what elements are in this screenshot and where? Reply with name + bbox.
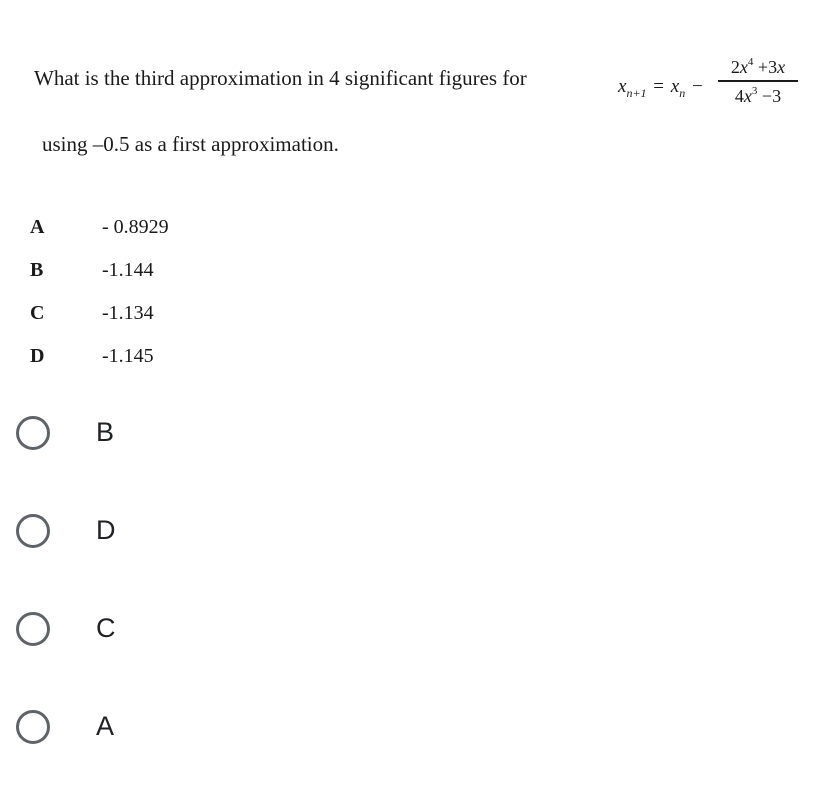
newton-raphson-formula bbox=[618, 56, 813, 126]
option-letter: B bbox=[30, 259, 44, 281]
option-value: - 0.8929 bbox=[102, 216, 169, 238]
radio-button[interactable] bbox=[16, 416, 50, 450]
den-coef: 4 bbox=[734, 85, 744, 106]
option-value: -1.145 bbox=[102, 345, 154, 367]
formula-fraction bbox=[718, 56, 798, 107]
fraction-bar bbox=[718, 80, 798, 82]
num-plus-term: +3 bbox=[757, 57, 778, 77]
radio-button[interactable] bbox=[16, 612, 50, 646]
num-var2: x bbox=[777, 57, 786, 77]
answer-choices bbox=[16, 416, 316, 808]
formula-minus: − bbox=[691, 76, 703, 97]
option-value: -1.144 bbox=[102, 259, 154, 281]
choice-a[interactable] bbox=[16, 710, 316, 808]
option-letter: C bbox=[30, 302, 45, 324]
option-value: -1.134 bbox=[102, 302, 154, 324]
formula-equals: = bbox=[653, 76, 665, 97]
num-var: x bbox=[739, 57, 748, 77]
den-minus-term: −3 bbox=[761, 85, 782, 106]
radio-button[interactable] bbox=[16, 710, 50, 744]
formula-lhs-sub: n+1 bbox=[626, 86, 647, 100]
choice-b[interactable] bbox=[16, 416, 316, 514]
option-letter: D bbox=[30, 345, 45, 367]
formula-rhs-sub: n bbox=[679, 86, 686, 100]
den-var: x bbox=[743, 85, 752, 106]
question-text: What is the third approximation in 4 significant figures for bbox=[34, 66, 527, 90]
question-line-2: using –0.5 as a first approximation. bbox=[42, 132, 339, 156]
question-block bbox=[34, 56, 814, 156]
den-exp: 3 bbox=[751, 84, 758, 97]
formula-rhs-var: x bbox=[670, 76, 680, 97]
formula-denominator bbox=[718, 85, 798, 107]
choice-d[interactable] bbox=[16, 514, 316, 612]
choice-label: D bbox=[96, 515, 116, 545]
formula-numerator bbox=[718, 56, 798, 78]
formula-lhs-var: x bbox=[618, 76, 627, 97]
num-exp: 4 bbox=[747, 56, 754, 68]
option-letter: A bbox=[30, 216, 45, 238]
formula-lhs bbox=[618, 76, 705, 101]
choice-label: C bbox=[96, 613, 116, 643]
choice-label: B bbox=[96, 417, 115, 447]
choice-c[interactable] bbox=[16, 612, 316, 710]
choice-label: A bbox=[96, 711, 115, 741]
radio-button[interactable] bbox=[16, 514, 50, 548]
num-coef: 2 bbox=[730, 57, 740, 77]
